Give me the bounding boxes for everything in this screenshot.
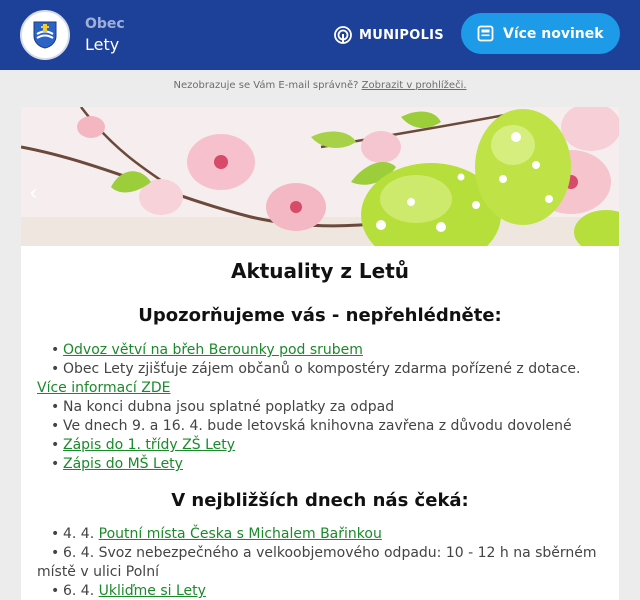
municipality-name: Lety [85,35,120,54]
email-notice [0,80,640,91]
pilgrimage-talk-link[interactable]: Poutní místa Česka s Michalem Bařinkou [98,526,382,542]
notices-list [37,341,610,474]
list-item-text: 6. 4. Svoz nebezpečného a velkoobjemového odpadu: 10 - 12 h na sběrném místě v ulici Polní [37,545,597,580]
page-title: Aktuality z Letů [230,259,410,283]
more-news-button[interactable] [461,13,620,54]
newsletter-card [21,107,619,600]
newspaper-icon [477,25,494,42]
list-item: • Zápis do MŠ Lety [51,456,183,472]
header-bar [0,0,640,70]
kindergarten-enrollment-link[interactable]: Zápis do MŠ Lety [63,456,183,472]
list-item: • Ve dnech 9. a 16. 4. bude letovská knihovna zavřena z důvodu dovolené [51,418,572,434]
brand-name: MUNIPOLIS [359,27,444,43]
list-item: • Obec Lety zjišťuje zájem občanů o kompostéry zdarma pořízené z dotace. Více informací ZDE [37,361,581,396]
more-news-label: Více novinek [503,25,604,42]
list-item: • Odvoz větví na břeh Berounky pod srubem [51,342,363,358]
list-item-text: Na konci dubna jsou splatné poplatky za odpad [63,399,395,415]
event-date: 6. 4. [63,583,95,599]
section-heading-notices: Upozorňujeme vás - nepřehlédněte: [138,305,502,326]
more-info-link[interactable]: Více informací ZDE [37,380,171,396]
list-item: • 4. 4. Poutní místa Česka s Michalem Bařinkou [51,526,382,542]
list-item: • 6. 4. Ukliďme si Lety [51,583,206,599]
notice-text: Nezobrazuje se Vám E-mail správně? [173,80,362,91]
municipality-label: Obec [85,16,125,32]
list-item: • 6. 4. Svoz nebezpečného a velkoobjemového odpadu: 10 - 12 h na sběrném místě v ulici Polní [37,545,597,580]
list-item: • Zápis do 1. třídy ZŠ Lety [51,437,236,453]
list-item-text: Obec Lety zjišťuje zájem občanů o kompostéry zdarma pořízené z dotace. [63,361,581,377]
school-enrollment-link[interactable]: Zápis do 1. třídy ZŠ Lety [63,437,236,453]
easter-banner-image [21,107,619,246]
munipolis-logo[interactable] [333,23,444,47]
event-date: 4. 4. [63,526,95,542]
branches-pickup-link[interactable]: Odvoz větví na břeh Berounky pod srubem [63,342,363,358]
section-heading-upcoming: V nejbližších dnech nás čeká: [171,490,469,511]
list-item-text: Ve dnech 9. a 16. 4. bude letovská knihovna zavřena z důvodu dovolené [63,418,572,434]
view-in-browser-link[interactable]: Zobrazit v prohlížeči. [361,80,467,91]
upcoming-list [37,525,610,600]
cleanup-event-link[interactable]: Ukliďme si Lety [98,583,206,599]
municipal-crest-icon [20,10,70,60]
list-item: • Na konci dubna jsou splatné poplatky za odpad [51,399,395,415]
munipolis-logo-icon [333,25,353,45]
chevron-left-icon[interactable]: ‹ [29,181,38,206]
